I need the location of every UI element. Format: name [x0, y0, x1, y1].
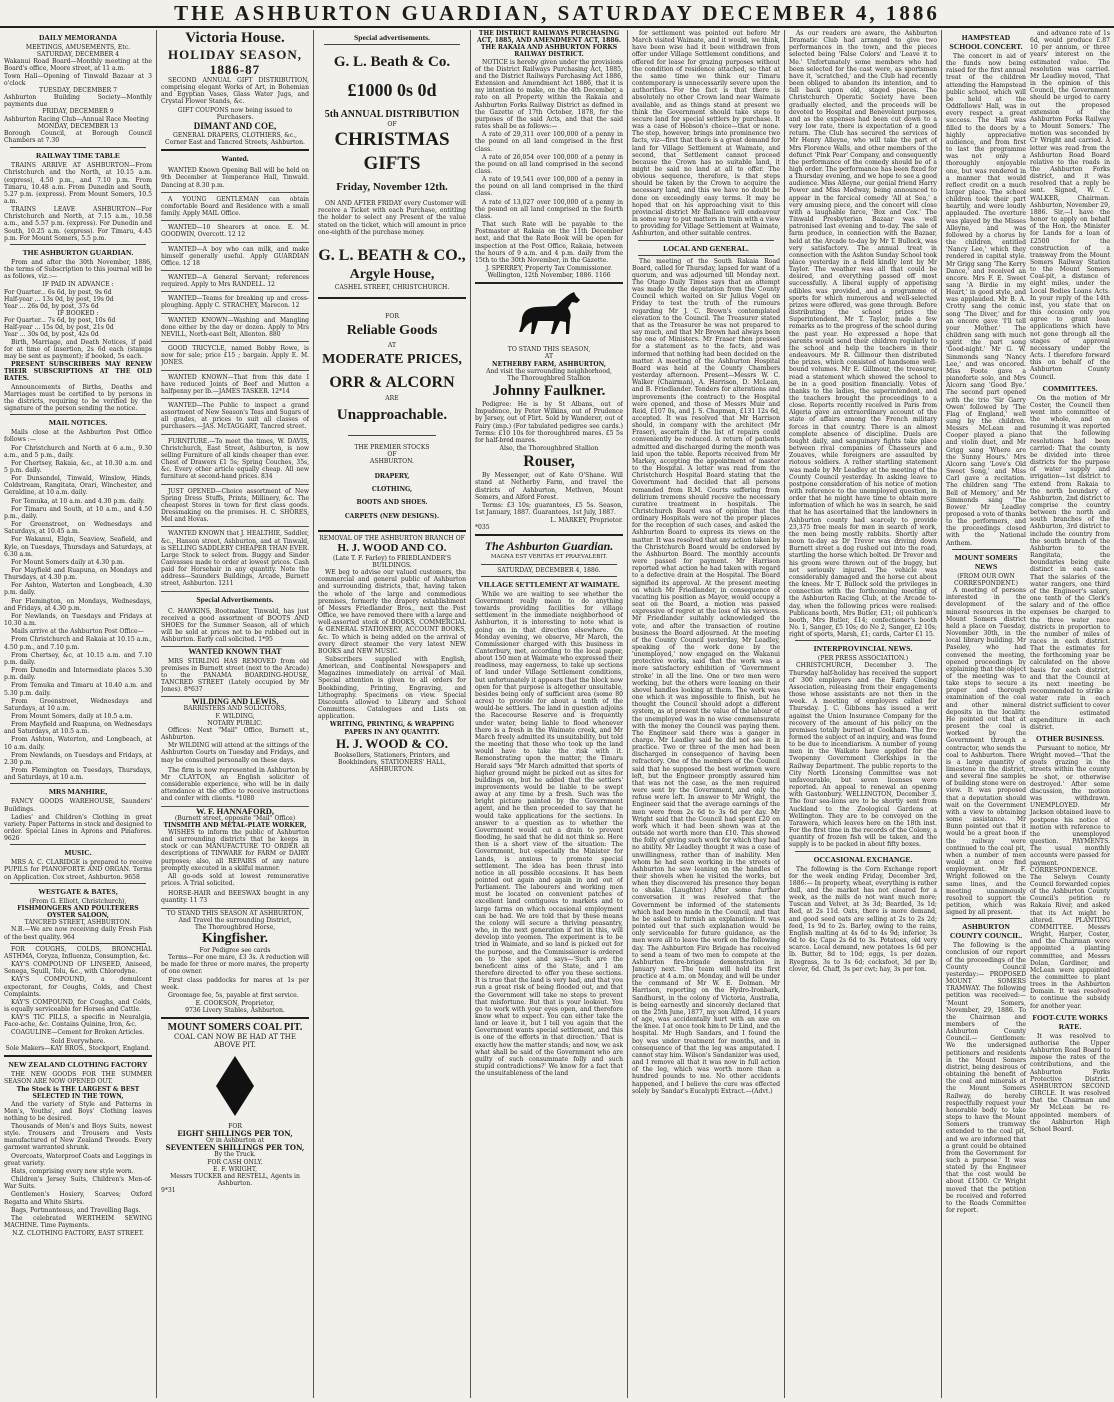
nzc-line: Bags, Portmanteaus, and Travelling Bags. — [11, 1206, 141, 1214]
column-rule — [941, 30, 942, 1398]
mail-line: For Ashton, Waterton and Longbeach, 4.30 p.m. daily. — [4, 582, 152, 597]
railway-act-tail: That such Rate will be payable to the Postmaster at Rakaia on the 11th December next, and that the Rate Book will be open for inspection at the Post Office, Rakaia, between the hours of 9 a.m. and 4 p.m. daily from the 15th to the 30th November, in the Gazette. — [475, 221, 623, 264]
nzc-line: Overcoats, Waterproof Coats and Leggings in great variety. — [4, 1152, 152, 1167]
hawkins-ad: C. HAWKINS, Bootmaker, Tinwald, has just received a good assortment of BOOTS AND SHOES for the Summer Season, all of which will be sold at prices not to be rubbed out in Ashburton. Early call solicited. 1*95 — [161, 606, 309, 648]
horse-icon — [514, 288, 584, 342]
beath-of: OF — [387, 121, 397, 128]
divider — [10, 147, 146, 148]
divider — [795, 640, 931, 641]
local-general-text: The meeting of the South Rakaia Road Board, called for Thursday, lapsed for want of a quorum, and was adjourned till Monday next. The Otago Daily Times says that an attempt was made by the deputation from the County Council which waited on Sir Julius Vogel on Friday to test the truth of the rumours regarding Mr J. C. Brown's contemplated elevation to the Council. The Treasurer stated that as the Treasurer he was not prepared to say much, and that Mr Brown had always been the one of Ministers. Mr Fraser then pressed for a statement as to the facts, and was informed that nothing had been decided on the matter. A meeting of the Ashburton Hospital Board was held at the County Chambers yesterday afternoon. Present—Messrs W. C. Walker (Chairman), A. Harrison, D. McLean, and B. Friedlander. Tenders for alterations and improvements (the contract) to the Hospital were opened, and those of Messrs Muir and Reid, £107 0s, and J. S. Chapman, £131 12s 6d, accepted. It was resolved that Mr Harrison should, in company with the architect (Mr Fraser), ascertain if the list of repairs could conveniently be reduced. A return of patients admitted and discharged during the month was laid upon the table. Reports received from Mr Markey, accepting the appointment of master to the Hospital. A letter was read from the Christchurch Hospital Board stating that the Government had decided that all persons remanded from R.M. Courts suffering from delirium tremens should receive the necessary curative treatment in hospitals. The Christchurch Board was of opinion that the ordinary Hospitals were not the proper places for the reception of such cases, and asked the Ashburton Board to express its views on the matter. It was resolved that any action taken by the Christchurch Board would be endorsed by the Ashburton Board. The monthly accounts were passed for payment. Mr Harrison reported what action he had taken with regard to a defective drain at the Hospital. The Board signified its approval. At the present meeting on which Mr Friedlander, in consequence of vacating his position as Mayor, would occupy a seat on the Board, a motion was passed expressive of regret at the loss of his services. Mr Friedlander suitably acknowledged the vote, and after the transaction of routine business the Board adjourned. At the meeting of the County Council yesterday, Mr Leadley, speaking of the work done by the 'unemployed,' now engaged on the Wakanui protective works, said that the work was a more satisfactory exhibition of 'Government stroke' in all the line. One or two men were working, but the others were leaning on their shovel handles looking at them. The work was one which it was impossible to finish, but he thought the Council should adopt a different system, as at present the value of the labour of the unemployed was in no wise commensurate with the money the Council was paying them. The Engineer said there was a ganger in charge. Mr Leadley said he did not see it in practice. Two or three of the men had been discharged in consequence of having been refractory. One of the members of the Council said that he supposed the best workmen were left, but the Engineer promptly assured him that was not the case, as the men required were sent by the Government, and only the refuse were left. In answer to Mr Wright, the Engineer said that the average earnings of the men were from 2s 6d to 3s 6d per day. Mr Wright said that the Council had spent £20 on work which it had been shown was at the outside not worth more than £10. This showed the folly of giving such work for which they had no ability. Mr Leadley thought it was a case of unwillingness, rather than of inability. Men whom he had seen working in the streets of Ashburton he saw leaning on the handles of their shovels when he visited the works, but when they discovered his presence they began to shake. (Laughter.) After some further conversation it was resolved that the Government be informed of the statements which had been made in the Council, and that he be asked to furnish an explanation. It was pointed out that such explanation would be only serviceable for future guidance, as the men were all to leave the work on the following day. The Ashburton Fire Brigade has received to send a team of two men to compete at the Ashburton fire-brigade demonstration in January next. The team will hold its first practice at 4 a.m. on Monday, and will be under the command of Mr W. E. Dolman. Mr Harrison, reporting on the Hydro-Ironbark, Sandhurst, in the colony of Victoria, Australia, is being earnestly and sincerely declared that on the 25th June, 1877, my son Alfred, 14 years of age, was accidentally hurt with an axe on the knee. I at once took him to Dr Lind, and the hospital. Mr Hugh Sandars, and I found the boy was under treatment for months, and in consequence of that the leg was amputated. I cannot stay him. Wilson's Sandanizer was used, and I remove all that it was now in full action of the leg, which was worth more than a hundred pounds to me. No other accidents happened, and I believe the cure was effected solely by Sandar's Eucalypti Extract.—(Advt.) — [632, 257, 780, 1095]
wanted-ad: WANTED—10 Shearers at once. E. M. GOODWIN, Overcott. 12 12 — [161, 222, 309, 242]
county-council-heading: ASHBURTON COUNTY COUNCIL. — [949, 922, 1023, 941]
rouser-line: Also, the Thoroughbred Stallion — [499, 445, 599, 453]
kingfisher-line: And Travel the surrounding District, — [178, 916, 292, 924]
premier-line: THE PREMIER STOCKS — [354, 443, 430, 451]
wilding-line: The firm is now represented in Ashburton by Mr CLAYTON, an English solicitor of considerable experience, who will be in daily attendance at the office to receive instructions and confer with clients. *1080 — [161, 765, 309, 807]
mail-line: From Mount Somers, daily at 10.5 a.m. — [11, 712, 133, 720]
divider — [318, 297, 466, 299]
hannaford-line: (Burnett street, opposite "Mail" Office) — [174, 814, 296, 822]
manhire-line: Ladies' and Children's Clothing in great variety. Paper Patterns in stock and designed to order. Special Lines in Aprons and Pinafores. 9626 — [4, 813, 152, 843]
divider — [10, 883, 146, 884]
memo-line: FRIDAY, DECEMBER 9 — [42, 108, 114, 116]
nzc-line: Gentlemen's Hosiery, Scarves; Oxford Regatta and White Shirts. — [4, 1191, 152, 1206]
village-heading: VILLAGE SETTLEMENT AT WAIMATE. — [478, 579, 620, 589]
column-5 — [632, 30, 780, 1398]
divider — [952, 549, 1020, 550]
column-rule — [156, 30, 157, 1398]
divider — [348, 435, 436, 436]
special-ads-heading: Special Advertisements. — [196, 594, 274, 604]
mail-line: From Mayfield and Ruapuna, on Wednesdays and Saturdays, at 10.5 a.m. — [4, 721, 152, 736]
coal-price-line: E. F. WRIGHT, — [212, 1165, 258, 1173]
interprovincial-heading: INTERPROVINCIAL NEWS. — [813, 644, 913, 654]
nzc-line: Hats, comprising every new style worn. — [11, 1167, 134, 1175]
mail-line: For Dunsandel, Tinwald, Winslow, Hinds, Coldstream, Rangitata, Orari, Winchester, and Geraldine, at 10 a.m. daily. — [4, 475, 152, 497]
memo-line: MONDAY, DECEMBER 13 — [37, 122, 119, 130]
vh-firm-sub: GENERAL DRAPERS, CLOTHIERS, &c., — [173, 131, 297, 139]
wood-sub: (Late T. F. Farley) to FRIEDLANDER'S BUILDINGS. — [332, 554, 452, 569]
beath-text: ON AND AFTER FRIDAY every Customer will receive a Ticket with each Purchase, entitling the holder to select any Present of the value stated on the ticket, which will amount in price one-eighth of the purchase money. — [318, 200, 466, 236]
railway-rate: A rate of 19,541 over 100,000 of a penny in the pound on all land comprised in the third class. — [475, 176, 623, 198]
railway-act-heading: THE DISTRICT RAILWAYS PURCHASING ACT, 1885, AND AMENDMENT ACT, 1886. — [477, 30, 621, 45]
memo-line: Wakanui Road Board—Monthly meeting at the Board's office, Moore street, at 11 a.m. — [4, 58, 152, 73]
column-rule — [784, 30, 785, 1398]
memo-line: Borough Council, at Borough Council Chambers at 7.30 — [4, 129, 152, 145]
local-general-heading: LOCAL AND GENERAL. — [663, 243, 749, 253]
article-text: for settlement was pointed out before Mr March visited Waimate, and it would, we think, have been wise had it been withdrawn from offer under Village Settlement conditions, and offered for lease for grazing purposes without the condition of residence attached, so that at the same time we think our Timaru contemporary is unnecessarily severe upon the authorities. For the fact is that there is absolutely no other Crown land near Waimate available, and as things stand at present we think the Government should take steps to secure land for special settlers by purchase. It was a case of Hobson's choice—that or none. The step, however, brings into prominence two facts, viz—first that there is a great demand for land for Village Settlement at Waimate, and second, that Settlement cannot proceed because the Crown has no suitable land, it might be said no land at all to offer. The obvious sequence, therefore, is that steps should be taken by the Crown to acquire the necessary land, and this we have no doubt be done on exceedingly easy terms. It may be hoped that on his approaching visit to this provincial district Mr Ballance will endeavour in some way to put matters in train with a view to providing for Village Settlement at Waimate, Ashburton, and other suitable centres. — [632, 30, 780, 238]
committees-text: On the motion of Mr Coster, the Council then went into committee of the whole, and on resuming it was reported that the following resolutions had been carried: That the county be divided into three districts for the purpose of water supply and irrigation—1st district to extend from Rakaia to the north boundary of Ashburton, 2nd district to comprise the country between the north and south branches of the Ashburton, 3rd district to include the country from the south branch of the Ashburton to the Rangitata, the boundaries being quite distinct in each case. That the salaries of the water rangers, one third of the Engineer's salary, one tenth of the Clerk's salary and of the office expenses be charged to the three water race districts in proportion to the number of miles of races in each district. That the estimates for the forthcoming year be calculated on the above basis for each district, and that the Council at its next meeting be recommended to strike a water rate in each district sufficient to cover the estimated expenditure in each district. — [1030, 394, 1110, 731]
guardian-terms-heading: THE ASHBURTON GUARDIAN. — [22, 247, 134, 257]
beath-name: G. L. Beath & Co. — [333, 54, 451, 70]
rouser-line: L. MARKEY, Proprietor. — [550, 517, 623, 525]
wanted-ad: WANTED KNOWN that J. HEALTHIE, Saddler, &c., Hanson street, Ashburton, and at Tinwald, is SELLING SADDLERY CHEAPER THAN EVER. Large Stock to select from. Buggy and Sinder Canvasses made to order at lowest prices. Cash paid for Horsehair in any quantity. Note the address—Saunders Buildings, Arcade, Burnett street, Ashburton. 1211 — [161, 528, 309, 591]
wanted-list — [161, 165, 309, 591]
divider — [324, 44, 460, 45]
orr-reliable: Reliable Goods — [346, 323, 438, 339]
railway-line: TRAINS ARRIVE AT ASHBURTON—From Christchurch and the North, at 10.15 a.m. (express), 4.50 p.m., and 7.10 p.m. From Timaru, 10.48 a.m. From Dunedin and South, 5.27 p.m. (express). From Mount Somers, 10.5 a.m. — [4, 162, 152, 205]
council-continued-text: and advance rate of 1s 6d, would produce £.87 10 per annum, or three years' interest on the estimated value. The resolution was carried. Mr Leadley moved, 'That in the opinion of this Council, the Government should be urged to carry out the proposed extension of the Ashburton Forks Railway to Mount Somers.' The motion was seconded by Cr Wright and carried. A letter was read from the Ashburton Road Board relative to the roads in the Ashburton Forks district, and it was resolved that a reply be sent. Signed, W. C. WALKER, Chairman. Ashburton, November 29, 1886. Sir,—I have the honor to apply on behalf of the Hon. the Minister for Lands for a loan of £2500 for the construction of a tramway from the Mount Somers Railway Station to the Mount Somers Coal-pit, a distance of eight miles, under the Local Bodies Loans Acts. In your reply of the 14th inst, you state that on this occasion only you agree to grant loan applications which have not gone through all the stages of approval necessary under the Acts. I therefore forward this on behalf of the Ashburton County Council. — [1030, 30, 1110, 381]
rouser-line: *035 — [475, 524, 490, 532]
memo-line: SATURDAY, DECEMBER 4 — [36, 51, 120, 59]
paper-title: The Ashburton Guardian. — [484, 539, 614, 554]
kingfisher-line: Terms—For one mare, £3 3s. A reduction will be made for three or more mares, the property of one owner. — [161, 954, 309, 976]
wood-footer: Booksellers, Stationers, Printers, and Bookbinders, STATIONERS' HALL, ASHBURTON. — [334, 751, 450, 774]
music-heading: MUSIC. — [64, 848, 92, 858]
premier-line: BOOTS AND SHOES. — [356, 499, 428, 507]
kay-line: KAY'S COMPOUND OF LINSEED, Aniseed, Senega, Squill, Tolu, &c., with Chlorodyne. — [4, 961, 152, 976]
nzc-line: N.Z. CLOTHING FACTORY, EAST STREET. — [12, 1230, 144, 1238]
hannaford-line: All go-ods sold at lowest remunerative prices. A Trial solicited. — [161, 872, 309, 888]
beath-house: Argyle House, — [349, 266, 435, 282]
railway-rate: A rate of 29,311 over 100,000 of a penny in the pound on all land comprised in the first class. — [475, 131, 623, 153]
other-business-text: Pursuant to notice, Mr Wright moved—'That the goats grazing in the streets within the county be shot, or otherwise destroyed.' After some discussion, the motion was withdrawn. UNEMPLOYED. Mr Jackson obtained leave to postpone his notice of motion with reference to the unemployed question. PAYMENTS. The usual monthly accounts were passed for payment. CORRESPONDENCE. The Selwyn County Council forwarded copies of the Ashburton County Council's petition re Rakaia River, and asked that its Act might be altered. PLANTING COMMITTEE. Messrs Wright, Harper, Coster, and the Chairman were appointed a planting committee, and Messrs Dolan, Gardiner, and McLean were appointed the committee to plant trees in the Ashburton Domain. It was resolved to continue the subsidy for another year. — [1030, 745, 1110, 1010]
memo-line: TUESDAY, DECEMBER 7 — [39, 86, 117, 94]
village-text: While we are waiting to see whether the Government really mean to do anything towards providing facilities for village settlement in the immediate neighborhood of Ashburton, it is interesting to note what is going on in that direction elsewhere. On Monday evening, we observe, Mr March, the Commissioner charged with this business in Canterbury, met, according to the local paper, about 150 men at Waimate who expressed their readiness, may eagerness, to take up sections of land under Village Settlement conditions, but unfortunately it appears that the block now open for that purpose is altogether unsuitable, besides being only of sufficient area (some 80 acres) to provide for about a tenth of the would-be settlers. The land in question adjoins the Racecourse Reserve and is frequently under water, being liable to flood whenever there is a fresh in the Waimate creek, and Mr March freely admitted its unsuitability, but told the meeting that those who took up the land would have to take the risk with it. Remonstrating upon the matter, the Timaru Herald says "Mr March admitted that sports of higher ground might be picked out as sites for buildings on, but he added that the settlers' improvements would be liable to be swept away at any time by a fresh. Such was the bright picture painted by the Government agent, and he then proceeded to say that he would take applications for the sections. In answer to a question as to whether the Government would cut a drain to prevent flooding, he said that he did not think so. Here then is a short view of the situation: The Government, but especially the Minister for Lands, is anxious to promote special settlement. The idea has been thrust into notice in all possible occasions. It has been pointed out again and again in and out of Parliament. The labourers and working men must be located on convenient patches of excellent land contiguous to markets and to large farms on which occasional employment can be had. We are told that by these means the colony will secure a thriving peasantry, who, in the next generation if not in this, will develop into yeomen. The experiment is to be tried in Waimate, and so land is picked out for the purpose, and the Commissioner is ordered on to the spot and says—'Such are the beneficent aims of the State, and I am therefore directed to offer you these sections. It is true that the land is very bad, and that you run a great risk of being flooded out, and that the Government will take no steps to prevent that misfortune. But that is your lookout. You go to work with your eyes open, and therefore know what to expect. You can either take the land or leave it, but I tell you again that the Government wants special settlement, and this is one of the efforts in that direction.' That is exactly how the matter stands; and now, we ask what shall be said of the Government who are guilty of such consummate folly and such stupid contradictions?' We know for a fact that the unsuitableness of the land — [475, 590, 623, 1078]
wanted-ad: WANTED Known Opening Ball will be held on 9th December at Temperance Hall, Tinwald. Dancing at 8.30 p.m. — [161, 165, 309, 192]
divider — [10, 414, 146, 415]
coal-price-line: FOR CASH ONLY. — [207, 1158, 263, 1166]
column-2 — [161, 30, 309, 1398]
column-rule — [313, 30, 314, 1398]
memo-line: Ashburton Racing Club—Annual Race Meeting — [4, 115, 149, 123]
mail-line: From Flemington on Tuesdays, Thursdays, and Saturdays, at 10 a.m. — [4, 767, 152, 782]
column-1 — [4, 30, 152, 1398]
nzc-line: The celebrated WERTHEIM SEWING MACHINE. Time Payments. — [4, 1214, 152, 1230]
beath-date: Friday, November 12th. — [336, 181, 448, 194]
mail-notices-heading: MAIL NOTICES. — [48, 418, 108, 428]
mail-line: For Chertsey, Rakaia, &c., at 10.30 a.m. and 5 p.m. daily. — [4, 459, 152, 474]
kingfisher-line: Groomage fee, 5s, payable at first service. — [168, 991, 299, 999]
mail-line: From Christchurch and Rakaia at 10.15 a.m., 4.50 p.m., and 7.10 p.m. — [4, 636, 152, 651]
memo-line: MEETINGS, AMUSEMENTS, Etc. — [25, 44, 131, 51]
divider — [475, 534, 623, 536]
mail-line: For Mayfield and Ruapuna, on Mondays and Thursdays, at 4.30 p.m. — [4, 567, 152, 582]
kingfisher-line: TO STAND THIS SEASON AT ASHBURTON, — [166, 909, 304, 917]
wanted-ad: WANTED—A General Servant; references required. Apply to Mrs RANDELL. 12 — [161, 272, 309, 292]
kingfisher-title: Kingfisher. — [202, 931, 268, 946]
memo-list — [4, 44, 152, 144]
vh-text: SECOND ANNUAL GIFT DISTRIBUTION, comprising elegant Works of Art, in Bohemian and Egyptian Vases, Glass Water Jugs, and Crystal Flower Stands, &c. — [161, 77, 309, 106]
hampstead-heading: HAMPSTEAD SCHOOL CONCERT. — [949, 33, 1023, 51]
railway-timetable-heading: RAILWAY TIME TABLE — [36, 151, 120, 161]
kingfisher-line: 9736 Livery Stables, Ashburton. — [185, 1007, 285, 1015]
mail-line: From Newlands, on Tuesdays and Fridays, at 2.30 p.m. — [4, 751, 152, 766]
mail-line: For Timaru and South, at 10 a.m., and 4.50 p.m., daily. — [4, 505, 152, 520]
nzc-line: The Stock is THE LARGEST & BEST SELECTED IN THE TOWN, — [16, 1086, 140, 1101]
exchange-heading: OCCASIONAL EXCHANGE. — [813, 854, 913, 864]
rouser-line: By Messenger, out of Kate O'Shane. Will stand at Netherby Farm, and travel the districts of Ashburton, Methven, Mount Somers, and Alford Forest. — [475, 472, 623, 501]
westgate-line: N.B.—We are now receiving daily Fresh Fish of the best quality. 964 — [4, 926, 152, 941]
wanted-ad: JUST OPENED—Choice assortment of New Spring Dress Stuffs, Prints, Millinery, &c. The cheapest Stores in town for first class goods. Dressmaking on the premises. H. C. SHORES, Mel and Hovas. — [161, 486, 309, 528]
wanted-ad: WANTED—The Public to inspect a grand assortment of New Season's Teas and Sugars of all grades, at prices to suit all classes of purchasers.—JAS. McTAGGART, Tancred street. — [161, 400, 309, 435]
mail-line: From Ashton, Waterton, and Longbeach, at 10 a.m. daily. — [4, 736, 152, 751]
mail-line: For Flemington, on Mondays, Wednesdays, and Fridays, at 4.30 p.m. — [4, 597, 152, 612]
victoria-house-title: Victoria House. — [185, 30, 285, 46]
mail-line: From Greenstreet, Wednesdays and Saturdays, at 10 a.m. — [4, 697, 152, 712]
coal-price-line: FOR — [228, 1122, 242, 1130]
holiday-season-title: HOLIDAY SEASON, 1886-87 — [168, 47, 302, 77]
divider — [952, 918, 1020, 919]
wood-text: WE beg to advise our valued customers, the commercial and general public of Ashburton and surrounding districts, that, having taken the whole of the large and commodious premises, formerly the drapery establishment of Messrs Friedlander Bros., next the Post Office, we have removed there with a large and well-assorted stock of BOOKS, COMMERCIAL & GENERAL STATIONERY, ACCOUNT BOOKS, &c. To which is being added on the arrival of every direct steamer the very latest NEW BOOKS and NEW MUSIC. — [318, 569, 466, 655]
memo-heading: DAILY MEMORANDA — [38, 33, 118, 42]
wood-wrapping: WRITING, PRINTING, & WRAPPING PAPERS IN ANY QUANTITY. — [329, 721, 455, 736]
music-line: MRS A. C. CLARIDGE is prepared to receive PUPILS for PIANOFORTE AND ORGAN. Terms on Application. Cox street, Ashburton. 9658 — [4, 859, 152, 881]
coal-price-line: EIGHT SHILLINGS PER TON, — [177, 1128, 293, 1138]
faulkner-line: The Thoroughbred Stallion — [507, 374, 591, 382]
faulkner-text: Pedigree: He is by St Albans, out of Impudence, by Peter Wilkins, out of Prudence by Jersey, out of Flirt. Sold by Wanderer, out of Fairy (imp.) (For tabulated pedigree see cards.) Terms: £10 10s for thoroughbred mares. £5 5s for half-bred mares. — [475, 401, 623, 444]
wanted-ad: WANTED—A boy who can milk, and make himself generally useful. Apply GUARDIAN Office. 12 18 — [161, 244, 309, 271]
orr-line: ARE — [385, 395, 399, 403]
guardian-line: Half-year ... 15s 0d, by post, 21s 0d — [4, 324, 114, 332]
paper-date: SATURDAY, DECEMBER 4, 1886. — [497, 566, 601, 574]
stirling-heading: WANTED KNOWN THAT — [188, 647, 282, 657]
divider — [10, 943, 146, 944]
railway-act-sub: THE RAKAIA AND ASHBURTON FORKS RAILWAY DISTRICT. — [480, 44, 618, 59]
divider — [161, 149, 309, 151]
westgate-heading: WESTGATE & BATES, — [38, 886, 118, 896]
column-7 — [946, 30, 1110, 1398]
mount-somers-sub: (FROM OUR OWN CORRESPONDENT.) — [953, 572, 1019, 587]
nzc-line: THE NEW GOODS FOR THE SUMMER SEASON ARE NOW OPENED OUT. — [4, 1070, 152, 1086]
mail-line: From Chertsey, &c, at 10.15 a.m. and 7.10 p.m. daily. — [4, 651, 152, 666]
kay-line: COAGULINE—Cement for Broken Articles. — [11, 1029, 145, 1037]
guardian-line: Birth, Marriage, and Death Notices, if paid for at time of insertion, 2s 6d each (stamps may be sent as payment); if booked, 5s each. — [4, 338, 152, 360]
mail-line: For Newlands, on Tuesdays and Fridays at 10.30 a.m. — [4, 612, 152, 628]
mail-line: From Temuka and Timaru at 10.40 a.m. and 5.30 p.m. daily. — [4, 682, 152, 697]
orr-moderate: MODERATE PRICES, — [322, 352, 462, 368]
kingfisher-line: E. COOKSON, Proprietor, — [195, 1000, 275, 1008]
guardian-line: IF BOOKED : — [57, 310, 99, 317]
beath-distribution: 5th ANNUAL DISTRIBUTION — [324, 109, 460, 120]
wood-heading: REMOVAL OF THE ASHBURTON BRANCH OF — [319, 534, 465, 542]
guardian-line: PRESENT SUBSCRIBERS MAY RENEW THEIR SUBSCRIPTIONS AT THE OLD RATES. — [4, 361, 152, 383]
kay-line: FOR COUGHS, COLDS, BRONCHIAL ASTHMA, Coryza, Influenza, Consumption, &c. — [4, 945, 152, 960]
rouser-title: Rouser, — [523, 453, 575, 471]
faulkner-line: TO STAND THIS SEASON, — [507, 346, 591, 354]
masthead — [0, 0, 1114, 28]
premier-line: CARPETS (NEW DESIGNS). — [344, 512, 440, 520]
wood-name-footer: H. J. WOOD & CO. — [335, 735, 449, 751]
guardian-line: Announcements of Births, Deaths and Marriages must be certified to by persons in the districts, requiring to be verified by the signature of the person sending the notice. — [4, 383, 152, 413]
hannaford-heading: W. F. HANNAFORD, — [195, 805, 274, 816]
wilding-line: Offices: Next "Mail" Office, Burnett st., Ashburton. — [161, 726, 309, 742]
mail-line: From Dunedin and Intermediate places 5.30 p.m. daily. — [4, 667, 152, 682]
divider — [10, 783, 146, 784]
stirling-ad: MRS STIRLING HAS REMOVED from old premises in Burnett street (next to the Arcade) to the PANAMA BOARDING-HOUSE, TANCRED STREET (Lately occupied by Mr Jones). 8*637 — [161, 656, 309, 698]
nzc-line: And the variety of Style and Patterns in Men's, Youths', and Boys' Clothing leaves nothing to be desired. — [4, 1100, 152, 1122]
divider — [481, 576, 617, 577]
divider — [795, 851, 931, 852]
divider — [481, 564, 617, 565]
wilding-heading: WILDING AND LEWIS, — [191, 697, 279, 707]
coal-price-line: By the Truck. — [214, 1151, 256, 1159]
orr-line: AT — [387, 342, 397, 350]
wilding-line: NOTARY PUBLIC. — [207, 719, 263, 727]
hampstead-text: The concert in aid of the funds now being raised for the first annual treat of the children attending the Hampstead public school, which will be held at the Oddfellows' Hall, was in every respect a great success. The Hall was filled to the doors by a highly appreciative audience, and from first to last the programme was not only a thoroughly enjoyable one, but was rendered in a manner that would reflect credit on a much larger place. The school children took their part heartily, and were loudly applauded. The overture was played by the Misses Alleyne, and was followed by a chorus by the children, entitled 'Nancy Lee,' which they rendered in capital style. Mr Grigg sang 'The Kerry Dance,' and received an encore. Mrs F. E. Sweet sang 'A Birdie in my Heart,' in good style, and was applauded. Mr B. A. Crotty sang the comic song 'The Diver,' and for an encore gave 'I'll tell your Mother.' The children sang with much spirit the part song 'Good-night.' Mr G. W. Simmonds sang 'Nancy Lee,' and was encored. Miss Foote gave a pianoforte solo, and Mrs Alcorn sang 'Good Bye.' The second part opened with the trio 'Sir Garry Owen' followed by 'The Flag of England,' well sung by the children. Messrs McLean and Cooper played a piano and violin duet, and Mr Grigg sang 'Where are the Sunny Hours.' Mrs Alcorn sang 'Love's Old Sweet Song,' and Miss Carl gave a recitation. The children sang 'The Bell of Memory,' and Mr Simmonds sang 'The Bower.' Mr Leadley proposed a vote of thanks to the performers, and the proceedings closed with the National Anthem. — [946, 53, 1026, 547]
paper-motto: MAGNA EST VERITAS ET PRAEVALEBIT. — [490, 554, 608, 561]
divider — [161, 1017, 309, 1019]
wilding-sub: BARRISTERS AND SOLICITORS, — [183, 705, 287, 713]
other-business-heading: OTHER BUSINESS. — [1036, 734, 1104, 743]
mail-line: For Greenstreet, on Wednesdays and Saturdays, at 10.45 a.m. — [4, 521, 152, 536]
nz-clothing-heading: NEW ZEALAND CLOTHING FACTORY — [8, 1059, 148, 1069]
manhire-line: FANCY GOODS WAREHOUSE, Saunders' Buildings. — [4, 798, 152, 813]
exchange-text: The following is the Corn Exchange report for the week ending Friday, December 3rd, 1886:— In property, wheat, everything is rather dull, and the market has not cleared for a week, as the mills do not want much more; Tuscan and Velvet, at 3s 3d; Bearded, 3s 1d; Red, at 2s 11d. Oats, there is more demand, and good seed oats are selling at 2s to 2s 2d; feed, 1s 9d to 2s. Barley, owing to the rains, English malting at 4s 6d to 4s 9d; inferior, 3s 6d to 4s; Cape 2s 6d to 3s. Potatoes, old very scarce. Local demand, new potatoes 1s 6d per lb. Butter, 8d to 10d; eggs, 1s per dozen. Ryegrass, 3s to 3s 6d; cocksfoot, 3d per lb; clover, 6d. Chaff, 3s per cwt; hay, 3s per ton. — [789, 865, 937, 973]
railway-act-sign: J. SPERREY, Property Tax Commissioner. Wellington, 12th November, 1886. 1166 — [485, 265, 613, 280]
mail-line: Mails arrive at the Ashburton Post Office— — [11, 628, 144, 636]
kay-line: KAY'S COMPOUND, for Coughs, and Colds, is equally serviceable for Horses and Cattle. — [4, 998, 152, 1013]
mount-somers-heading: MOUNT SOMERS NEWS — [954, 552, 1018, 571]
orr-line: FOR — [385, 313, 399, 321]
kingfisher-line: The Thoroughbred Horse, — [194, 923, 276, 931]
vh-address: Corner East and Tancred Streets, Ashburton. — [165, 139, 305, 147]
coal-price-line: SEVENTEEN SHILLINGS PER TON, — [165, 1143, 305, 1153]
orr-name: ORR & ALCORN — [329, 374, 455, 392]
column-3 — [318, 30, 466, 1398]
divider — [318, 530, 466, 532]
divider — [475, 282, 623, 284]
interprovincial-sub: (PER PRESS ASSOCIATION.) — [817, 655, 909, 663]
kingfisher-line: First class paddocks for mares at 1s per week. — [161, 976, 309, 991]
article-text: As our readers are aware, the Ashburton Dramatic Club had arranged to give two performances in the town, and the pieces selected being 'False Colors' and 'Leave it to Me.' Unfortunately some members who had been selected for the cast were, as sportsmen have it, 'scratched,' and the Club had recently been obliged to abandon its intention, and to fall back upon old, staged pieces. The Christchurch Operatic Society have been gradually elected, and the proceeds will be devoted to Hospital and Benevolent purposes, and as the expenses had been cut down to a very low rate, there is expectation of a good return. The Club has secured the services of Mr Henry Alleyne, who will take the part of Mrs Florence Walls, and other members of the defunct 'Pink Pear' Company, and consequently the performance of the comedy should be of a high order. The performance has been fixed for a Thursday evening, and we hope to see a good audience. Miss Alleyne, our genial friend Harry Power and Miss Medway, being announced to appear in the farcical comedy 'All at Sea,' a very amusing piece, and the concert will close with a laughable farce, 'Box and Cox.' The Tinwald Presbyterian Bazaar was well patronised last evening and to-day. The sale of farm produce, in connection with the Bazaar, held at the Arcade to-day by Mr T. Bullock, was very satisfactory. The annual treat in connection with the Ashton Sunday School took place yesterday in a field kindly lent by Mr Taylor. The weather was all that could be desired, and everything passed off most successfully. A liberal supply of appetising edibles was provided, and a programme of sports for which numerous and well-selected prizes were offered, was gone through. Before distributing the school prizes the Superintendent, Mr T. Taylor, made a few remarks as to the progress of the school during the past year. He expressed a hope that parents would send their children regularly to the school and help the teachers in their endeavours. Mr R. Gillmour then distributed the prizes, which consisted of handsome well-bound volumes. Mr E. Gillmour, the treasurer, read a statement which showed the school to be in a good position financially. Votes of thanks to the ladies, the superintendent, and the teachers brought the proceedings to a close. Reports recently received in Paris from Algeria gave an extraordinary account of the state of affairs among the French military forces in that country. There is an almost complete absence of discipline. Duels are fought daily, and sanguinary fights take place between rival companies of Chasseurs and Zouaves, while foreigners are assaulted by riotous soldiers. A rather startling statement was made by Mr Leadley at the meeting of the County Council yesterday. In asking leave to postpone consideration of his notice of motion with reference to the unemployed question, in order that he might have time to obtain more information of which he was in search, he said that he has ascertained that the landowners in Ashburton county had scarcely to provide 23,375 free meals for men in search of work, the men being mostly rabbits. Shortly after noon to-day as Dr Trevor was driving down Burnett street a dog rushed out into the road, startling the horse which bolted. Dr Trevor and his groom were thrown out of the buggy, but not seriously injured. The vehicle was considerably damaged and the horse cut about the knees. Mr T. Bullock sold the privileges in connection with the forthcoming meeting of the Ashburton Racing Club, at the Arcade to-day, when the following prices were realised: Publicans booth, Mrs Butler, £31; oil publican's booth, Mrs Butler, £14; confectioner's booth No. 1, Sanger, £5 10s; do No 2, Sanger, £2 10s; right of sports, Marsh, £1; cards, Carter £1 15. — [789, 30, 937, 639]
kingfisher-line: For Pedigree see cards — [199, 947, 271, 954]
wanted-heading: Wanted. — [221, 154, 249, 164]
westgate-line: TANCRED STREET, ASHBURTON. — [24, 919, 132, 927]
orr-unapproachable: Unapproachable. — [336, 406, 448, 423]
westgate-line: (From G. Elliott, Christchurch), — [29, 897, 127, 905]
orr-alcorn-ad — [318, 313, 466, 520]
mail-line: For Wakanui, Elgin, Seaview, Seafield, and Kyle, on Tuesdays, Thursdays and Saturdays, at 6.30 a.m. — [4, 536, 152, 558]
divider — [638, 240, 774, 241]
masthead-title: THE ASHBURTON GUARDIAN, SATURDAY DECEMBER 4, 1886 — [174, 0, 940, 25]
mail-line: For Christchurch and North at 6 a.m., 9.30 a.m., and 5 p.m., daily. — [4, 444, 152, 459]
divider — [4, 1055, 152, 1057]
column-7-right — [1030, 30, 1110, 1134]
guardian-line: IF PAID IN ADVANCE : — [42, 281, 114, 289]
column-6 — [789, 30, 937, 1398]
special-ads-heading: Special advertisements. — [354, 33, 430, 42]
coal-pit-title: MOUNT SOMERS COAL PIT. — [167, 1022, 303, 1034]
column-7-left — [946, 30, 1026, 1215]
kay-line: Sold Everywhere. — [50, 1037, 106, 1045]
mount-somers-text: A meeting of persons interested in the development of the mineral resources in the Mount Somers district held a place on Tuesday, November 30th, in the local library building. Mr Paseley, who had convened the meeting, opened proceedings by explaining that the object of the meeting was to take steps to secure a proper and thorough examination of the coal and other mineral deposits in the locality. He pointed out that at present the coal is worked by the Government through a contractor, who sends the coal to Ashburton. There is a large quantity of limestone in the district, and several fine samples of building stone were on view. It was proposed that a deputation should wait on the Government with a view to obtaining some assistance. Mr Bunn pointed out that it would be a great boon if the railway were continued to the coal pit, when a number of men would at once find employment. Mr F. Wright followed on the same lines, and the meeting unanimously resolved to support the petition, which was signed by all present. — [946, 587, 1026, 917]
guardian-line: From and after the 30th November, 1886, the terms of Subscription to this journal will be as follows, viz.:— — [4, 258, 152, 281]
foot-works-heading: FOOT-CUTE WORKS RATE. — [1032, 1012, 1108, 1031]
westgate-line: FISHMONGERS AND POULTERERS OYSTER SALOON, — [17, 904, 139, 920]
railway-act-text: NOTICE is hereby given under the provisions of the District Railways Purchasing Act, 1885, and the District Railways Purchasing Act 1886, Extension and Amendment Act 1886, that it is my intention to make, on the 4th December, a rate on all Property within the Rakaia and Ashburton Forks Railway District as defined in the Gazette of 17th October, 1878, for the purposes of the said Acts, and that the said rates shall be as follows:— — [475, 58, 623, 131]
beath-christmas-gifts: CHRISTMAS GIFTS — [334, 129, 450, 175]
committees-heading: COMMITTEES. — [1042, 383, 1098, 393]
beath-address: CASHEL STREET, CHRISTCHURCH. — [334, 283, 450, 291]
hannaford-line: TINSMITH AND METAL-PLATE WORKER, — [163, 821, 307, 829]
kay-line: KAY'S COMPOUND, a demulcent expectorant, for Coughs, Colds, and Chest Complaints. — [4, 976, 152, 998]
faulkner-line: AT — [544, 353, 554, 361]
county-council-text: The following is the conclusion of our report of the proceedings of the County Council yesterday:— PROPOSED MOUNT SOMERS TRAMWAY. The following petition was received:— 'Mount Somers, November, 29, 1886. To the Chairman and members of the Ashburton County Council.— Gentlemen: We the undersigned petitioners and residents in the Mount Somers district, being desirous of obtaining the benefit of the coal and minerals at the Mount Somers Railway, do hereby respectfully request your honorable body to take steps to have the Mount Somers tramway extended to the coal pit, and we are informed that a grant could be obtained from the Government for such a purpose.' It was stated by the Engineer that the cost would be about £1500. Cr Wright moved that the petition be received and referred to the Roads Committee for report. — [946, 942, 1026, 1215]
wanted-ad: WANTED—Teams for breaking up and cross-ploughing. Apply C. STRACHEY, Marecon. 12 — [161, 293, 309, 313]
premier-line: OF — [387, 450, 397, 458]
column-rule — [470, 30, 471, 1398]
vh-firm: DIMANT AND COE, — [193, 120, 277, 131]
guardian-line: Half-year ... 13s 0d, by post, 19s 0d — [4, 295, 114, 303]
railway-rate: A rate of 26,054 over 100,000 of a penny in the pound on all land comprised in the second class. — [475, 153, 623, 175]
beath-amount: £1000 0s 0d — [347, 80, 437, 100]
kay-line: KAY'S TIC PILLS, a specific in Neuralgia, Face-ache, &c. Contains Quinine, Iron, &c. — [4, 1014, 152, 1029]
coal-pit-line: COAL CAN NOW BE HAD AT THE ABOVE PIT. — [174, 1033, 296, 1049]
wilding-line: Mr WILDING will attend at the sittings of the Ashburton Courts on Tuesday and Fridays, and may be consulted personally on these days. — [161, 742, 309, 764]
divider — [638, 255, 774, 256]
railway-rate: A rate of 13,027 over 100,000 of a penny in the pound on all land comprised in the fourth class. — [475, 198, 623, 220]
wanted-ad: GOOD TRICYCLE, named Bobby Rowe, is now for sale; price £15 ; bargain. Apply E. M. JONES. — [161, 343, 309, 370]
wanted-ad: WANTED KNOWN—Washing and Mangling done either by the day or dozen. Apply to Mrs NEVILL, North-east Belt, Allenton. 880 — [161, 315, 309, 342]
railway-line: TRAINS LEAVE ASHBURTON—For Christchurch and North, at 7.15 a.m., 10.58 a.m., and 5.57 p.m. (express). For Dunedin and South, 10.25 a.m. (express). For Timaru, 4.45 p.m. For Mount Somers, 5.5 p.m. — [4, 206, 152, 242]
hannaford-line: HORSE-HAIR and BEESWAX bought in any quantity. 11 73 — [161, 888, 309, 908]
nzc-line: Thousands of Men's and Boys Suits, newest style. Trousers and Trousers and Vests manufactured of New Zealand Tweeds. Every garment warranted shrunk. — [4, 1123, 152, 1152]
foot-works-text: It was resolved to authorise the Upper Ashburton Road Board to impose the rates of the contributions, and the Ashburton Forks Protective District. ASHBURTON SECOND CIRCLE. It was resolved that the Chairman and Mr McLean be re-appointed members of the Ashburton High School Board. — [1030, 1032, 1110, 1133]
interprovincial-text: CHRISTCHURCH, December 3. The Thursday half-holiday has received the support of 300 employers and the Early Closing Association, releasing from their engagements those whose assistants are not then in the week. A meeting of employers called for Thursday. J. C. Gibbons has issued a writ against the Union Insurance Company for the recovery of the amount of his policy on the premises totally burned at Cookham. The fire formed the subject of an inquiry, and was found to be due to incendiarism. A number of young men in the Waikato have applied for the Twopenny Government Clerkships in the Railway Department. The public reports to the City North Licensing Committee was not unfavourable, but seven licenses were reported. An appeal to renewal an opening with Gastonbury. WELLINGTON, December 3. The four sea-lions are to be shortly sent from Auckland to the Zoological Gardens at Wellington. They are to be conveyed on the Tarawera, which leaves here on the 18th inst. For the first time in the records of the Colony, a quantity of frozen fish will be taken, and the supply is to be packed in about fifty boxes. — [789, 662, 937, 849]
faulkner-line: NETHERBY FARM, ASHBURTON, — [492, 360, 606, 368]
divider — [10, 844, 146, 845]
premier-line: DRAPERY, — [374, 473, 410, 481]
wood-name: H. J. WOOD AND CO. — [337, 541, 447, 554]
mail-line: For Mount Somers daily at 4.30 p.m. — [11, 558, 125, 566]
memo-line: Ashburton Building Society—Monthly payments due — [4, 94, 152, 109]
wanted-ad: A YOUNG GENTLEMAN can obtain comfortable Board and Residence with a small family. Apply MAIL Office. — [161, 194, 309, 221]
faulkner-line: And visit the surrounding neighborhood, — [486, 367, 612, 375]
hannaford-line: WISHES to inform the public of Ashburton and surrounding districts that he keeps in stock or can MANUFACTURE TO ORDER all descriptions of TINWARE for FARM or DAIRY purposes; also, all REPAIRS of any nature promptly executed in a skilful manner. — [161, 828, 309, 872]
vh-coupons: GIFT COUPONS now being issued to Purchasers. — [177, 106, 293, 121]
coal-price-line: Or in Ashburton at — [206, 1137, 264, 1145]
kay-line: Sole Makers—KAY BROS., Stockport, England. — [5, 1044, 151, 1052]
mail-line: Mails close at the Ashburton Post Office follows :— — [4, 429, 152, 444]
nzc-line: Children's Jersey Suits, Children's Men-of-War Suits. — [4, 1176, 152, 1191]
coal-price-line: Messrs TUCKER and RESTELL, Agents in Ashburton. — [170, 1172, 300, 1187]
mail-line: For Temuka, at 10 a.m. and 4.30 p.m. daily. — [11, 497, 145, 505]
divider — [10, 244, 146, 245]
coal-price-line: 9*31 — [161, 1187, 176, 1195]
guardian-line: Year ... 30s 0d, by post, 42s 0d — [4, 331, 99, 339]
guardian-line: For Quarter... 7s 6d, by post, 10s 6d — [4, 317, 116, 325]
wanted-ad: WANTED KNOWN—That from this date I have reduced Joints of Beef and Mutton a halfpenny per lb.—JAMES TASKER. 12*14 — [161, 372, 309, 399]
guardian-line: For Quarter... 6s 6d, by post, 9s 6d — [4, 288, 112, 296]
wanted-ad: FURNITURE.—To meet the times, W. DAVIS, Christchurch, East Street, Ashburton, is now selling Furniture of all kinds cheaper than ever. Chest of Drawers £1 5s; Spring Couches, 35s, &c. Every other article equally cheap. All new furniture at second-hand prices. 834 — [161, 436, 309, 485]
manhire-heading: MRS MANHIRE, — [48, 787, 108, 797]
beath-company: G. L. BEATH & CO., — [318, 246, 466, 264]
memo-line: Town Hall—Opening of Tinwald Bazaar at 3 o'clock — [4, 72, 152, 87]
premier-line: ASHBURTON. — [370, 457, 414, 465]
guardian-line: Year ... 26s 0d, by post, 37s 6d — [4, 302, 99, 310]
wood-text: Subscribers supplied with English, American, and Continental Newspapers and Magazines immediately on arrival of Mail. Special attention is given to all orders for Bookbinding, Printing, Engraving, and Lithography. Specimens on view. Special Discounts allowed to Library and School Committees. Catalogues and Lists on application. — [318, 656, 466, 721]
column-4 — [475, 30, 623, 1398]
coal-diamond-icon — [214, 1054, 256, 1118]
wilding-line: F. WILDING, — [215, 712, 255, 720]
rouser-line: Terms: £3 10s; guarantees, £5 5s. Season, 1st January, 1887. Guarantees, 1st July, 1887. — [475, 501, 623, 516]
premier-line: CLOTHING, — [371, 486, 413, 494]
faulkner-title: Johnny Faulkner. — [492, 383, 606, 400]
column-rule — [627, 30, 628, 1398]
